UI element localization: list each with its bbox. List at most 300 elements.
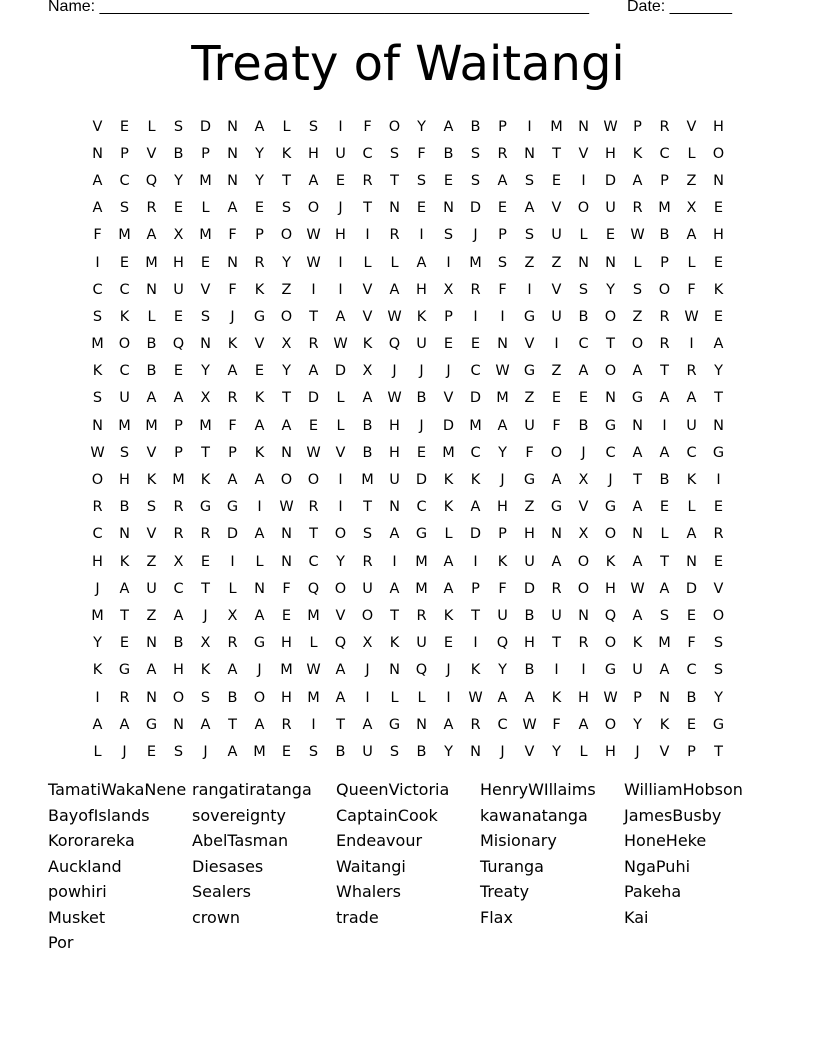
grid-letter: S [389, 743, 400, 760]
grid-letter: P [174, 417, 183, 434]
grid-letter: L [660, 526, 669, 543]
grid-letter: E [713, 200, 724, 217]
word-list-item: JamesBusby [624, 805, 722, 825]
grid-letter: I [338, 499, 343, 516]
grid-letter: J [392, 363, 397, 380]
grid-letter: R [119, 689, 130, 706]
grid-letter: A [443, 716, 454, 733]
grid-letter: K [227, 336, 238, 353]
date-field-label: Date: _______ [627, 0, 732, 15]
grid-letter: E [443, 635, 454, 652]
word-list-item: Waitangi [336, 856, 406, 876]
grid-letter: F [498, 580, 507, 597]
grid-letter: J [608, 472, 613, 489]
grid-letter: L [201, 200, 210, 217]
grid-letter: Y [714, 689, 723, 706]
grid-letter: K [686, 472, 697, 489]
grid-letter: R [659, 308, 670, 325]
grid-letter: V [524, 743, 535, 760]
grid-letter: T [714, 743, 723, 760]
grid-letter: P [498, 526, 507, 543]
grid-letter: J [230, 308, 235, 325]
grid-letter: A [632, 607, 643, 624]
grid-letter: I [392, 553, 397, 570]
grid-letter: N [389, 499, 400, 516]
grid-letter: S [119, 200, 130, 217]
grid-letter: S [281, 200, 292, 217]
grid-letter: Q [496, 635, 509, 652]
grid-letter: A [713, 336, 724, 353]
grid-letter: E [254, 363, 265, 380]
grid-letter: E [713, 499, 724, 516]
grid-letter: V [551, 200, 562, 217]
grid-letter: D [469, 526, 482, 543]
grid-letter: R [308, 499, 319, 516]
grid-letter: C [659, 145, 670, 162]
grid-letter: A [497, 172, 508, 189]
grid-letter: D [469, 200, 482, 217]
grid-letter: B [470, 118, 481, 135]
grid-letter: U [362, 743, 373, 760]
grid-letter: V [659, 743, 670, 760]
grid-letter: Y [336, 553, 345, 570]
grid-letter: N [119, 526, 130, 543]
grid-letter: T [552, 635, 561, 652]
grid-letter: L [336, 390, 345, 407]
grid-letter: F [282, 580, 291, 597]
grid-letter: E [686, 607, 697, 624]
grid-letter: V [578, 499, 589, 516]
grid-letter: Z [146, 553, 157, 570]
grid-letter: R [686, 363, 697, 380]
grid-letter: W [387, 390, 402, 407]
grid-letter: S [713, 662, 724, 679]
grid-letter: R [308, 336, 319, 353]
grid-letter: U [524, 553, 535, 570]
grid-letter: M [91, 607, 104, 624]
grid-letter: K [254, 444, 265, 461]
grid-letter: U [497, 607, 508, 624]
grid-letter: U [605, 200, 616, 217]
grid-letter: K [416, 308, 427, 325]
grid-letter: M [442, 444, 455, 461]
grid-letter: K [146, 472, 157, 489]
grid-letter: Y [282, 254, 291, 271]
word-list-item: Turanga [480, 856, 544, 876]
grid-letter: K [443, 607, 454, 624]
grid-letter: W [630, 227, 645, 244]
grid-letter: G [199, 499, 212, 516]
grid-letter: I [689, 336, 694, 353]
grid-letter: X [173, 553, 184, 570]
grid-letter: S [578, 281, 589, 298]
grid-letter: M [496, 390, 509, 407]
grid-letter: K [443, 472, 454, 489]
grid-letter: H [713, 227, 724, 244]
grid-letter: H [416, 281, 427, 298]
grid-letter: L [147, 308, 156, 325]
grid-letter: H [524, 635, 535, 652]
grid-letter: C [686, 444, 697, 461]
grid-letter: I [473, 308, 478, 325]
grid-letter: A [524, 689, 535, 706]
grid-letter: Z [551, 254, 562, 271]
grid-letter: H [335, 227, 346, 244]
grid-letter: A [146, 390, 157, 407]
grid-letter: A [362, 716, 373, 733]
grid-letter: E [686, 716, 697, 733]
grid-letter: S [362, 526, 373, 543]
grid-letter: A [119, 716, 130, 733]
grid-letter: U [632, 662, 643, 679]
word-list-item: Treaty [480, 882, 530, 901]
grid-letter: R [578, 635, 589, 652]
grid-letter: Y [606, 281, 615, 298]
grid-letter: N [551, 526, 562, 543]
grid-letter: V [551, 281, 562, 298]
grid-letter: N [227, 145, 238, 162]
grid-letter: N [632, 417, 643, 434]
grid-letter: T [390, 172, 399, 189]
grid-letter: R [173, 526, 184, 543]
grid-letter: J [446, 662, 451, 679]
grid-letter: J [257, 662, 262, 679]
grid-letter: S [416, 172, 427, 189]
grid-letter: O [118, 336, 131, 353]
grid-letter: N [92, 145, 103, 162]
grid-letter: Z [524, 390, 535, 407]
grid-letter: O [604, 526, 617, 543]
page-title: Treaty of Waitangi [191, 36, 625, 92]
grid-letter: A [443, 580, 454, 597]
grid-letter: L [282, 118, 291, 135]
grid-letter: A [92, 172, 103, 189]
grid-letter: S [470, 145, 481, 162]
grid-letter: A [254, 607, 265, 624]
grid-letter: N [227, 118, 238, 135]
grid-letter: O [361, 607, 374, 624]
grid-letter: Z [686, 172, 697, 189]
word-list-item: sovereignty [192, 805, 286, 825]
grid-letter: I [365, 689, 370, 706]
grid-letter: G [712, 444, 725, 461]
grid-letter: A [227, 662, 238, 679]
grid-letter: Q [334, 635, 347, 652]
grid-letter: B [524, 607, 535, 624]
grid-letter: J [338, 200, 343, 217]
grid-letter: B [173, 635, 184, 652]
grid-letter: S [389, 145, 400, 162]
grid-letter: N [227, 254, 238, 271]
grid-letter: H [578, 689, 589, 706]
grid-letter: T [363, 200, 372, 217]
grid-letter: O [658, 281, 671, 298]
grid-letter: V [146, 145, 157, 162]
grid-letter: I [554, 336, 559, 353]
grid-letter: R [200, 526, 211, 543]
grid-letter: O [172, 689, 185, 706]
word-list-item: Kororareka [48, 831, 135, 850]
grid-letter: K [632, 145, 643, 162]
grid-letter: Z [281, 281, 292, 298]
grid-letter: L [444, 526, 453, 543]
grid-letter: E [443, 336, 454, 353]
grid-letter: C [470, 363, 481, 380]
grid-letter: V [713, 580, 724, 597]
grid-letter: I [311, 716, 316, 733]
grid-letter: C [470, 444, 481, 461]
grid-letter: S [497, 254, 508, 271]
grid-letter: I [257, 499, 262, 516]
grid-letter: N [713, 417, 724, 434]
grid-letter: I [527, 118, 532, 135]
grid-letter: N [281, 526, 292, 543]
grid-letter: U [146, 580, 157, 597]
grid-letter: O [91, 472, 104, 489]
grid-letter: O [631, 336, 644, 353]
grid-letter: M [145, 417, 158, 434]
grid-letter: R [92, 499, 103, 516]
grid-letter: A [254, 118, 265, 135]
grid-letter: Y [255, 172, 264, 189]
grid-letter: M [199, 227, 212, 244]
grid-letter: A [362, 390, 373, 407]
grid-letter: I [338, 254, 343, 271]
grid-letter: I [338, 472, 343, 489]
grid-letter: I [500, 308, 505, 325]
grid-letter: V [578, 145, 589, 162]
grid-letter: U [389, 472, 400, 489]
grid-letter: H [281, 689, 292, 706]
word-list-item: Endeavour [336, 831, 423, 850]
grid-letter: K [497, 553, 508, 570]
grid-letter: A [632, 172, 643, 189]
grid-letter: N [470, 743, 481, 760]
grid-letter: E [119, 118, 130, 135]
grid-letter: J [365, 662, 370, 679]
grid-letter: L [687, 254, 696, 271]
grid-letter: W [306, 662, 321, 679]
word-list-item: BayofIslands [48, 805, 150, 825]
grid-letter: A [335, 308, 346, 325]
grid-letter: A [632, 553, 643, 570]
grid-letter: I [419, 227, 424, 244]
grid-letter: B [416, 743, 427, 760]
grid-letter: C [119, 363, 130, 380]
grid-letter: E [119, 635, 130, 652]
grid-letter: K [605, 553, 616, 570]
grid-letter: G [118, 662, 131, 679]
grid-letter: R [470, 281, 481, 298]
grid-letter: N [146, 689, 157, 706]
grid-letter: A [497, 689, 508, 706]
grid-letter: D [469, 390, 482, 407]
grid-letter: A [686, 390, 697, 407]
grid-letter: S [308, 118, 319, 135]
grid-letter: B [362, 444, 373, 461]
grid-letter: G [523, 308, 536, 325]
letter-grid [84, 113, 732, 766]
grid-letter: J [95, 580, 100, 597]
grid-letter: T [714, 390, 723, 407]
grid-letter: M [469, 417, 482, 434]
grid-letter: F [498, 281, 507, 298]
grid-letter: G [145, 716, 158, 733]
grid-letter: E [470, 336, 481, 353]
grid-letter: Y [93, 635, 102, 652]
word-list [48, 777, 768, 956]
grid-letter: P [201, 145, 210, 162]
grid-letter: O [550, 444, 563, 461]
grid-letter: B [362, 417, 373, 434]
grid-letter: G [604, 417, 617, 434]
grid-letter: A [254, 417, 265, 434]
grid-letter: Q [415, 662, 428, 679]
grid-letter: O [604, 716, 617, 733]
grid-letter: G [253, 635, 266, 652]
grid-letter: S [659, 607, 670, 624]
grid-letter: Q [388, 336, 401, 353]
grid-letter: V [200, 281, 211, 298]
grid-letter: A [659, 580, 670, 597]
grid-letter: B [659, 472, 670, 489]
grid-letter: A [686, 526, 697, 543]
grid-letter: W [90, 444, 105, 461]
grid-letter: O [604, 363, 617, 380]
grid-letter: I [230, 553, 235, 570]
grid-letter: S [470, 172, 481, 189]
grid-letter: M [550, 118, 563, 135]
grid-letter: I [473, 553, 478, 570]
grid-letter: N [389, 662, 400, 679]
grid-letter: F [687, 281, 696, 298]
grid-letter: D [604, 172, 617, 189]
grid-letter: L [390, 254, 399, 271]
word-list-item: QueenVictoria [336, 780, 450, 799]
grid-letter: D [523, 580, 536, 597]
grid-letter: X [281, 336, 292, 353]
grid-letter: S [713, 635, 724, 652]
grid-letter: M [658, 635, 671, 652]
grid-letter: E [659, 499, 670, 516]
grid-letter: A [281, 417, 292, 434]
grid-letter: H [605, 580, 616, 597]
grid-letter: C [119, 172, 130, 189]
grid-letter: M [199, 172, 212, 189]
grid-letter: V [146, 526, 157, 543]
grid-letter: Q [307, 580, 320, 597]
grid-letter: K [551, 689, 562, 706]
grid-letter: B [686, 689, 697, 706]
grid-letter: K [281, 145, 292, 162]
grid-letter: N [416, 716, 427, 733]
grid-letter: N [605, 390, 616, 407]
grid-letter: K [389, 635, 400, 652]
grid-letter: E [713, 254, 724, 271]
word-list-item: HenryWIllaims [480, 780, 596, 799]
grid-letter: T [471, 607, 480, 624]
grid-letter: N [389, 200, 400, 217]
grid-letter: V [443, 390, 454, 407]
grid-letter: Y [498, 444, 507, 461]
grid-letter: M [415, 580, 428, 597]
grid-letter: A [632, 499, 643, 516]
grid-letter: B [416, 390, 427, 407]
grid-letter: E [551, 172, 562, 189]
grid-letter: D [334, 363, 347, 380]
grid-letter: K [119, 553, 130, 570]
word-list-item: TamatiWakaNene [48, 780, 187, 799]
grid-letter: I [446, 254, 451, 271]
grid-letter: Z [146, 607, 157, 624]
word-list-item: CaptainCook [336, 805, 438, 825]
grid-letter: I [581, 172, 586, 189]
grid-letter: N [578, 607, 589, 624]
grid-letter: E [119, 254, 130, 271]
grid-letter: A [578, 363, 589, 380]
grid-letter: H [281, 635, 292, 652]
grid-letter: L [687, 145, 696, 162]
grid-letter: Y [282, 363, 291, 380]
grid-letter: O [604, 308, 617, 325]
grid-letter: A [470, 499, 481, 516]
grid-letter: Y [633, 716, 642, 733]
grid-letter: C [92, 281, 103, 298]
grid-letter: G [415, 526, 428, 543]
grid-letter: M [307, 689, 320, 706]
grid-letter: P [633, 118, 642, 135]
grid-letter: B [578, 417, 589, 434]
grid-letter: E [713, 308, 724, 325]
grid-letter: T [660, 363, 669, 380]
grid-letter: X [686, 200, 697, 217]
grid-letter: U [119, 390, 130, 407]
grid-letter: P [498, 118, 507, 135]
grid-letter: H [389, 417, 400, 434]
grid-letter: N [497, 336, 508, 353]
grid-letter: I [473, 635, 478, 652]
word-list-item: Pakeha [624, 882, 682, 901]
grid-letter: M [415, 553, 428, 570]
grid-letter: J [203, 743, 208, 760]
grid-letter: W [468, 689, 483, 706]
word-list-item: powhiri [48, 882, 107, 901]
grid-letter: W [279, 499, 294, 516]
grid-letter: P [120, 145, 129, 162]
grid-letter: U [551, 227, 562, 244]
grid-letter: A [659, 662, 670, 679]
grid-letter: T [228, 716, 237, 733]
grid-letter: A [254, 716, 265, 733]
grid-letter: O [712, 607, 725, 624]
grid-letter: R [632, 200, 643, 217]
grid-letter: C [578, 336, 589, 353]
grid-letter: N [92, 417, 103, 434]
grid-letter: R [227, 390, 238, 407]
grid-letter: Z [524, 499, 535, 516]
grid-letter: N [146, 635, 157, 652]
grid-letter: M [91, 336, 104, 353]
grid-letter: P [174, 444, 183, 461]
grid-letter: R [227, 635, 238, 652]
grid-letter: O [307, 200, 320, 217]
grid-letter: A [119, 580, 130, 597]
grid-letter: L [390, 689, 399, 706]
grid-letter: K [470, 472, 481, 489]
word-list-item: Flax [480, 907, 513, 927]
grid-letter: L [93, 743, 102, 760]
grid-letter: T [390, 607, 399, 624]
